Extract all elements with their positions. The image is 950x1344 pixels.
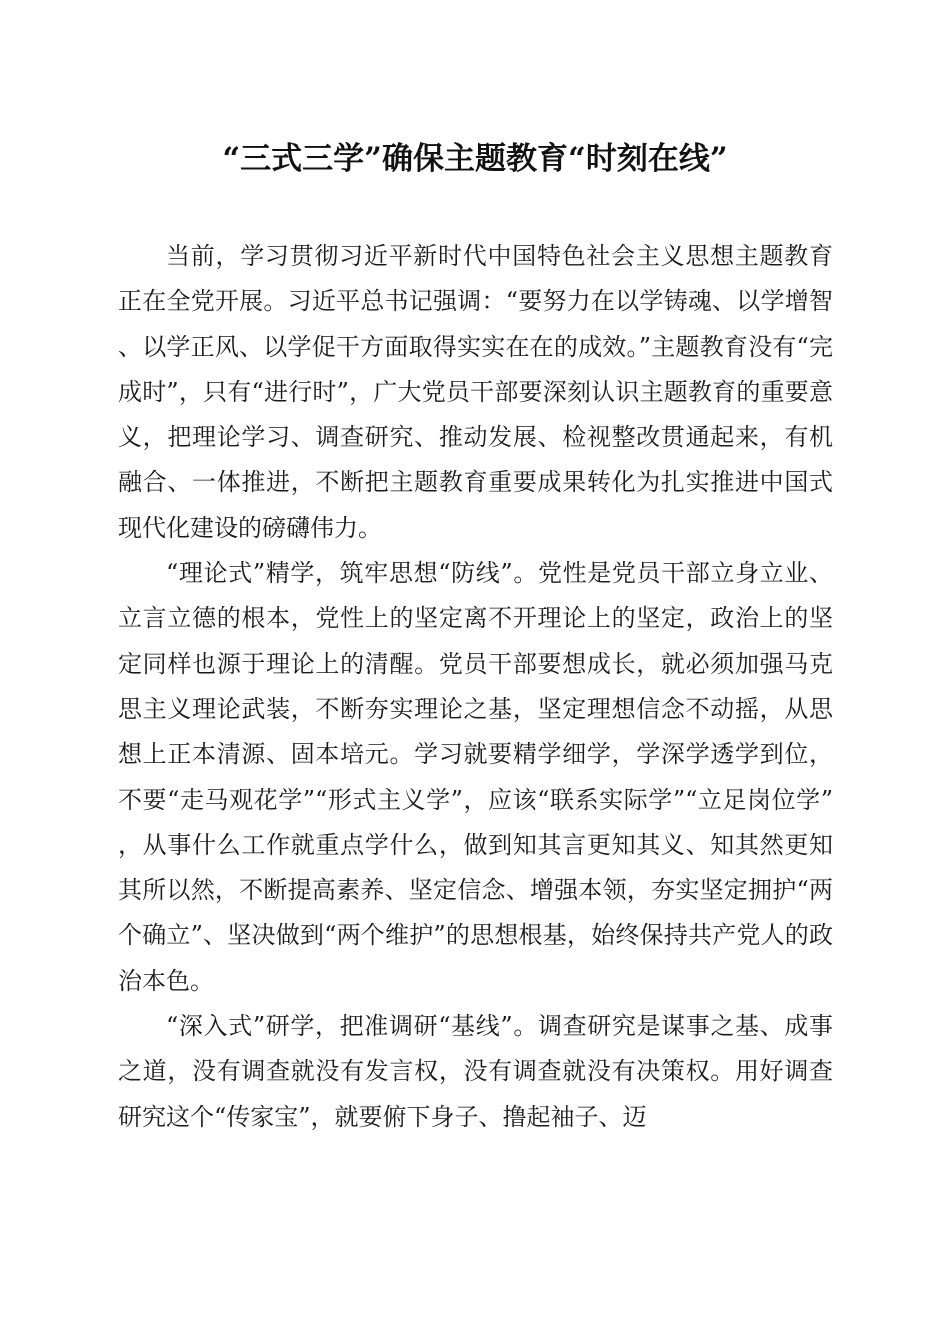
document-title: “三式三学”确保主题教育“时刻在线” <box>222 141 728 177</box>
paragraph-intro: 当前，学习贯彻习近平新时代中国特色社会主义思想主题教育正在全党开展。习近平总书记强调：“要努力在以学铸魂、以学增智、以学正风、以学促干方面取得实实在在的成效。”主题教育没有“完成时”，只有“进行时”，广大党员干部要深刻认识主题教育的重要意义，把理论学习、调查研究、推动发展、检视整改贯通起来，有机融合、一体推进，不断把主题教育重要成果转化为扎实推进中国式现代化建设的磅礴伟力。 <box>118 242 833 542</box>
paragraph-theory-study: “理论式”精学，筑牢思想“防线”。党性是党员干部立身立业、立言立德的根本，党性上的坚定离不开理论上的坚定，政治上的坚定同样也源于理论上的清醒。党员干部要想成长，就必须加强马克思主义理论武装，不断夯实理论之基，坚定理想信念不动摇，从思想上正本清源、固本培元。学习就要精学细学，学深学透学到位，不要“走马观花学”“形式主义学”，应该“联系实际学”“立足岗位学”，从事什么工作就重点学什么，做到知其言更知其义、知其然更知其所以然，不断提高素养、坚定信念、增强本领，夯实坚定拥护“两个确立”、坚决做到“两个维护”的思想根基，始终保持共产党人的政治本色。 <box>118 559 833 995</box>
document-body <box>118 234 833 1140</box>
paragraph-research-study: “深入式”研学，把准调研“基线”。调查研究是谋事之基、成事之道，没有调查就没有发言权，没有调查就没有决策权。用好调查研究这个“传家宝”，就要俯下身子、撸起袖子、迈 <box>118 1012 833 1131</box>
